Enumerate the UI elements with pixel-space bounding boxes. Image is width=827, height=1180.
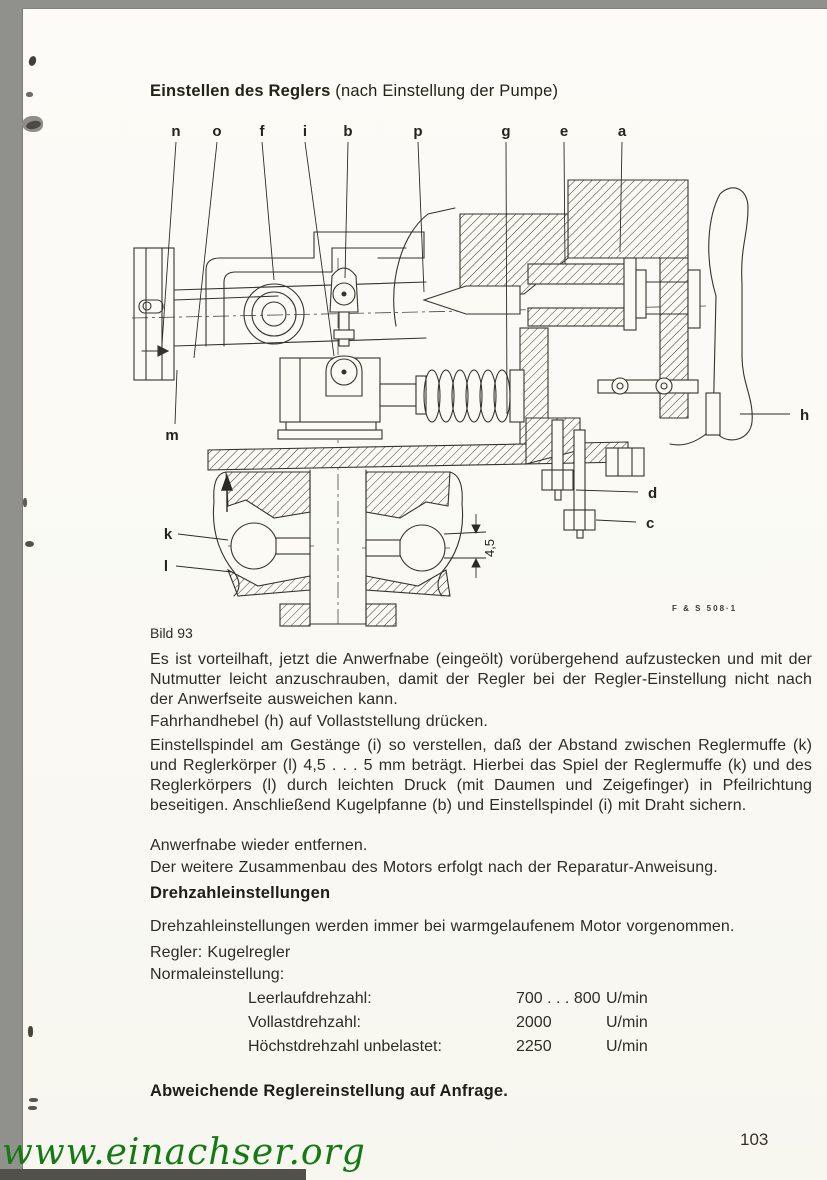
figure-label-o: o [212,123,222,140]
speed-normal-line: Normaleinstellung: [150,966,285,983]
table-row [248,1014,768,1032]
figure-label-l: l [163,558,169,575]
table-row [248,1038,768,1056]
page-number: 103 [740,1130,769,1149]
title-bold: Einstellen des Reglers [150,82,331,100]
page-title [150,82,558,101]
row-value: 700 . . . 800 [516,990,601,1007]
figure-credit: F & S 508·1 [672,604,738,613]
row-label: Vollastdrehzahl: [248,1014,361,1031]
figure-label-b: b [343,123,353,140]
figure-label-d: d [648,485,658,502]
scan-speck [25,541,34,547]
paragraph-3: Einstellspindel am Gestänge (i) so verstellen, daß der Abstand zwischen Reglermuffe (k) und Reglerkörper (l) 4,5 . . . 5 mm beträgt. Hierbei das Spiel der Reglermuffe (k) und des Reglerkörpers (l) durch leichten Druck (mit Daumen und Zeigefinger) in Pfeilrichtung beseitigen. Anschließend Kugelpfanne (b) und Einstellspindel (i) mit Draht sichern. [150,737,812,814]
paragraph-5: Der weitere Zusammenbau des Motors erfolgt nach der Reparatur-Anweisung. [150,859,718,876]
row-label: Höchstdrehzahl unbelastet: [248,1038,442,1055]
scan-speck [29,1098,38,1102]
figure-caption: Bild 93 [150,625,193,641]
figure-bild-93 [128,118,820,630]
figure-label-k: k [163,526,173,543]
figure-label-m: m [165,427,179,444]
scan-speck [26,92,33,97]
row-unit: U/min [606,1014,648,1031]
row-value: 2000 [516,1014,552,1031]
table-row [248,990,768,1008]
paragraph-4: Anwerfnabe wieder entfernen. [150,837,368,854]
figure-label-i: i [302,123,308,140]
paragraph-2: Fahrhandhebel (h) auf Vollaststellung drücken. [150,713,488,730]
dimension-label: 4,5 [482,538,497,558]
section-heading-drehzahleinstellungen: Drehzahleinstellungen [150,884,331,902]
figure-label-h: h [800,407,810,424]
speed-intro: Drehzahleinstellungen werden immer bei warmgelaufenem Motor vorgenommen. [150,918,735,935]
watermark: www.einachser.org [2,1132,366,1173]
scan-speck [28,1026,33,1037]
figure-label-a: a [617,123,627,140]
row-unit: U/min [606,1038,648,1055]
paragraph-1: Es ist vorteilhaft, jetzt die Anwerfnabe (eingeölt) vorübergehend aufzustecken und mit der Nutmutter leicht anzuschrauben, damit der Regler bei der Regler-Einstellung nicht nach der Anwerfseite ausweichen kann. [150,651,812,708]
leader-lines [162,142,790,572]
scan-speck [23,498,27,507]
scan-speck [28,1106,37,1110]
figure-label-e: e [559,123,569,140]
figure-label-p: p [413,123,423,140]
figure-label-f: f [259,123,265,140]
row-unit: U/min [606,990,648,1007]
figure-label-c: c [646,515,655,532]
row-label: Leerlaufdrehzahl: [248,990,372,1007]
speed-regler-line: Regler: Kugelregler [150,944,291,961]
title-tail: (nach Einstellung der Pumpe) [330,82,559,100]
figure-label-n: n [171,123,181,140]
note-bold: Abweichende Reglereinstellung auf Anfrage. [150,1082,509,1100]
figure-label-g: g [501,123,511,140]
dimension-45 [444,514,486,578]
row-value: 2250 [516,1038,552,1055]
